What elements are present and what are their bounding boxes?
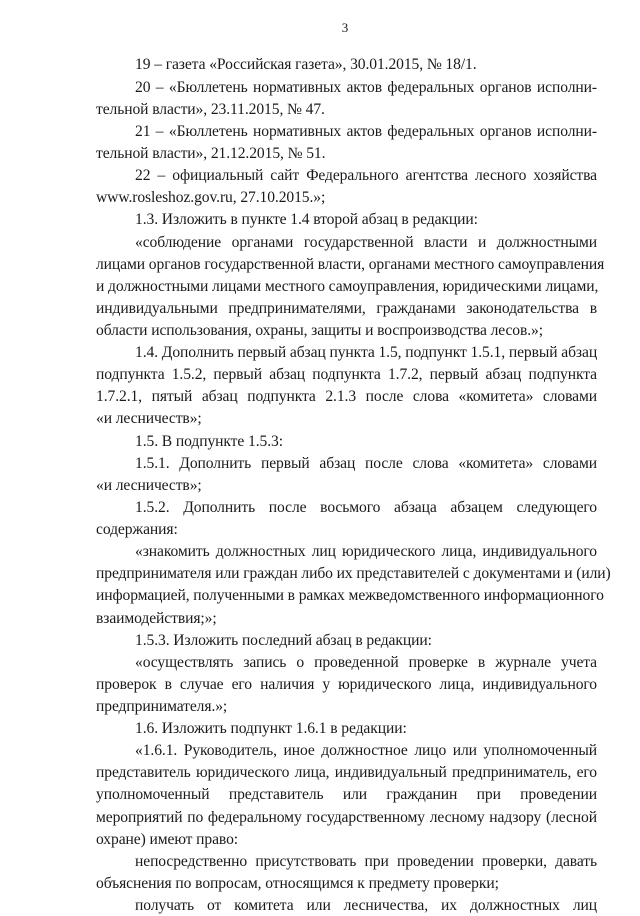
text-line: 22 – официальный сайт Федерального агентства лесного хозяйства: [135, 167, 597, 184]
text-line: «и лесничеств»;: [96, 410, 202, 427]
text-line: содержания:: [96, 521, 178, 538]
text-line: «1.6.1. Руководитель, иное должностное лицо или уполномоченный: [135, 742, 597, 759]
text-line: объяснения по вопросам, относящимся к предмету проверки;: [96, 875, 499, 892]
text-line: 1.5. В подпункте 1.5.3:: [135, 433, 283, 450]
text-line: 1.7.2.1, пятый абзац подпункта 2.1.3 после слова «комитета» словами: [96, 388, 597, 405]
text-line: непосредственно присутствовать при проведении проверки, давать: [135, 853, 597, 870]
text-line: 1.6. Изложить подпункт 1.6.1 в редакции:: [135, 720, 407, 737]
text-line: подпункта 1.5.2, первый абзац подпункта 1.7.2, первый абзац подпункта: [96, 366, 597, 383]
text-line: уполномоченный представитель или гражданин при проведении: [96, 786, 597, 803]
text-line: получать от комитета или лесничества, их должностных лиц: [135, 897, 597, 914]
page-number: 3: [341, 20, 349, 35]
text-line: тельной власти», 21.12.2015, № 51.: [96, 145, 326, 162]
text-line: области использования, охраны, защиты и воспроизводства лесов.»;: [96, 322, 543, 339]
text-line: «знакомить должностных лиц юридического лица, индивидуального: [135, 543, 597, 560]
text-line: взаимодействия;»;: [96, 610, 217, 627]
text-line: индивидуальными предпринимателями, гражданами законодательства в: [96, 300, 597, 317]
text-line: мероприятий по федеральному государственному лесному надзору (лесной: [96, 809, 597, 826]
text-line: www.rosleshoz.gov.ru, 27.10.2015.»;: [96, 189, 326, 206]
text-line: охране) имеют право:: [96, 831, 239, 848]
text-line: 1.3. Изложить в пункте 1.4 второй абзац в редакции:: [135, 211, 478, 228]
text-line: и должностными лицами местного самоуправления, юридическими лицами,: [96, 278, 599, 295]
text-line: предпринимателя или граждан либо их представителей с документами и (или): [96, 565, 611, 582]
text-line: «и лесничеств»;: [96, 477, 202, 494]
text-line: «осуществлять запись о проведенной проверке в журнале учета: [135, 654, 597, 671]
text-line: тельной власти», 23.11.2015, № 47.: [96, 101, 325, 118]
text-line: 21 – «Бюллетень нормативных актов федеральных органов исполни-: [135, 123, 597, 140]
text-line: 1.5.1. Дополнить первый абзац после слова «комитета» словами: [135, 455, 597, 472]
text-line: 1.4. Дополнить первый абзац пункта 1.5, подпункт 1.5.1, первый абзац: [135, 344, 598, 361]
text-line: лицами органов государственной власти, органами местного самоуправления: [96, 256, 605, 273]
text-line: представитель юридического лица, индивидуальный предприниматель, его: [96, 764, 597, 781]
text-line: 20 – «Бюллетень нормативных актов федеральных органов исполни-: [135, 79, 597, 96]
text-line: 1.5.3. Изложить последний абзац в редакции:: [135, 632, 432, 649]
text-line: информацией, полученными в рамках межведомственного информационного: [96, 587, 604, 604]
text-line: проверок в случае его наличия у юридического лица, индивидуального: [96, 676, 597, 693]
text-line: 19 – газета «Российская газета», 30.01.2015, № 18/1.: [135, 56, 477, 73]
text-line: 1.5.2. Дополнить после восьмого абзаца абзацем следующего: [135, 499, 597, 516]
text-line: «соблюдение органами государственной власти и должностными: [135, 234, 597, 251]
text-line: предпринимателя.»;: [96, 698, 228, 715]
